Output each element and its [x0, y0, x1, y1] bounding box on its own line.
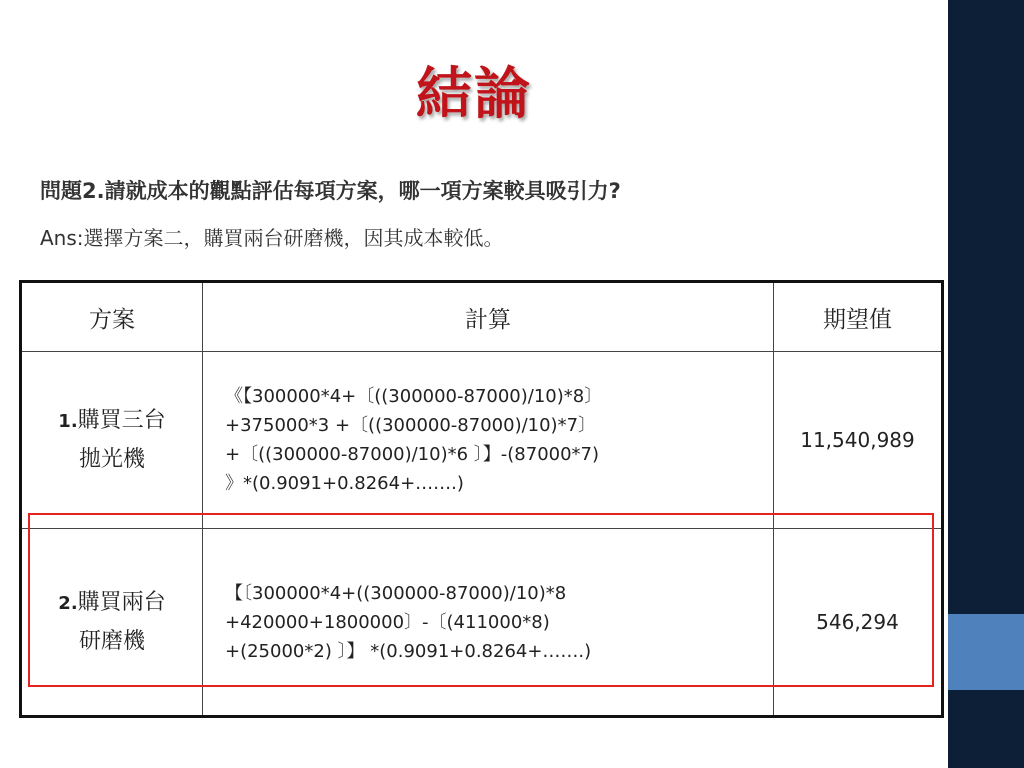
calculation-line: +420000+1800000〕-〔(411000*8)	[225, 611, 550, 633]
plan-number: 1.	[58, 410, 78, 432]
plan-name-line1	[28, 584, 196, 623]
calculation-line: +(25000*2) 〕】 *(0.9091+0.8264+…….)	[225, 640, 592, 662]
plan-name-line1	[28, 402, 196, 441]
calculation-cell	[203, 529, 774, 717]
calculation-cell	[203, 352, 774, 529]
calculation-line: +〔((300000-87000)/10)*6 〕】-(87000*7)	[225, 444, 600, 465]
answer-text: Ans:選擇方案二，購買兩台研磨機，因其成本較低。	[40, 226, 504, 250]
plan-name-line2: 研磨機	[78, 628, 145, 654]
header-plan: 方案	[21, 282, 203, 352]
plan-name-text: 購買兩台	[77, 589, 166, 615]
table-header-row	[21, 282, 943, 352]
calculation-line: 【〔300000*4+((300000-87000)/10)*8	[225, 582, 567, 604]
sidebar-accent-block	[948, 614, 1024, 690]
expected-value-cell: 546,294	[774, 529, 943, 717]
plan-name-text: 購買三台	[77, 407, 166, 433]
plan-comparison-table	[19, 280, 944, 718]
expected-value-cell: 11,540,989	[774, 352, 943, 529]
table-row	[21, 529, 943, 717]
plan-name-cell	[21, 352, 203, 529]
plan-name-line2: 拋光機	[78, 446, 145, 472]
question-text: 問題2.請就成本的觀點評估每項方案，哪一項方案較具吸引力?	[40, 179, 621, 203]
calculation-line: 》*(0.9091+0.8264+…….)	[225, 473, 464, 494]
calculation-line: +375000*3 +〔((300000-87000)/10)*7〕	[225, 415, 597, 436]
table-row	[21, 352, 943, 529]
slide-title: 結論	[416, 61, 532, 127]
calculation-line: 《【300000*4+〔((300000-87000)/10)*8〕	[225, 386, 603, 407]
plan-name-cell	[21, 529, 203, 717]
header-calculation: 計算	[203, 282, 774, 352]
plan-number: 2.	[58, 592, 78, 614]
header-expected-value: 期望值	[774, 282, 943, 352]
